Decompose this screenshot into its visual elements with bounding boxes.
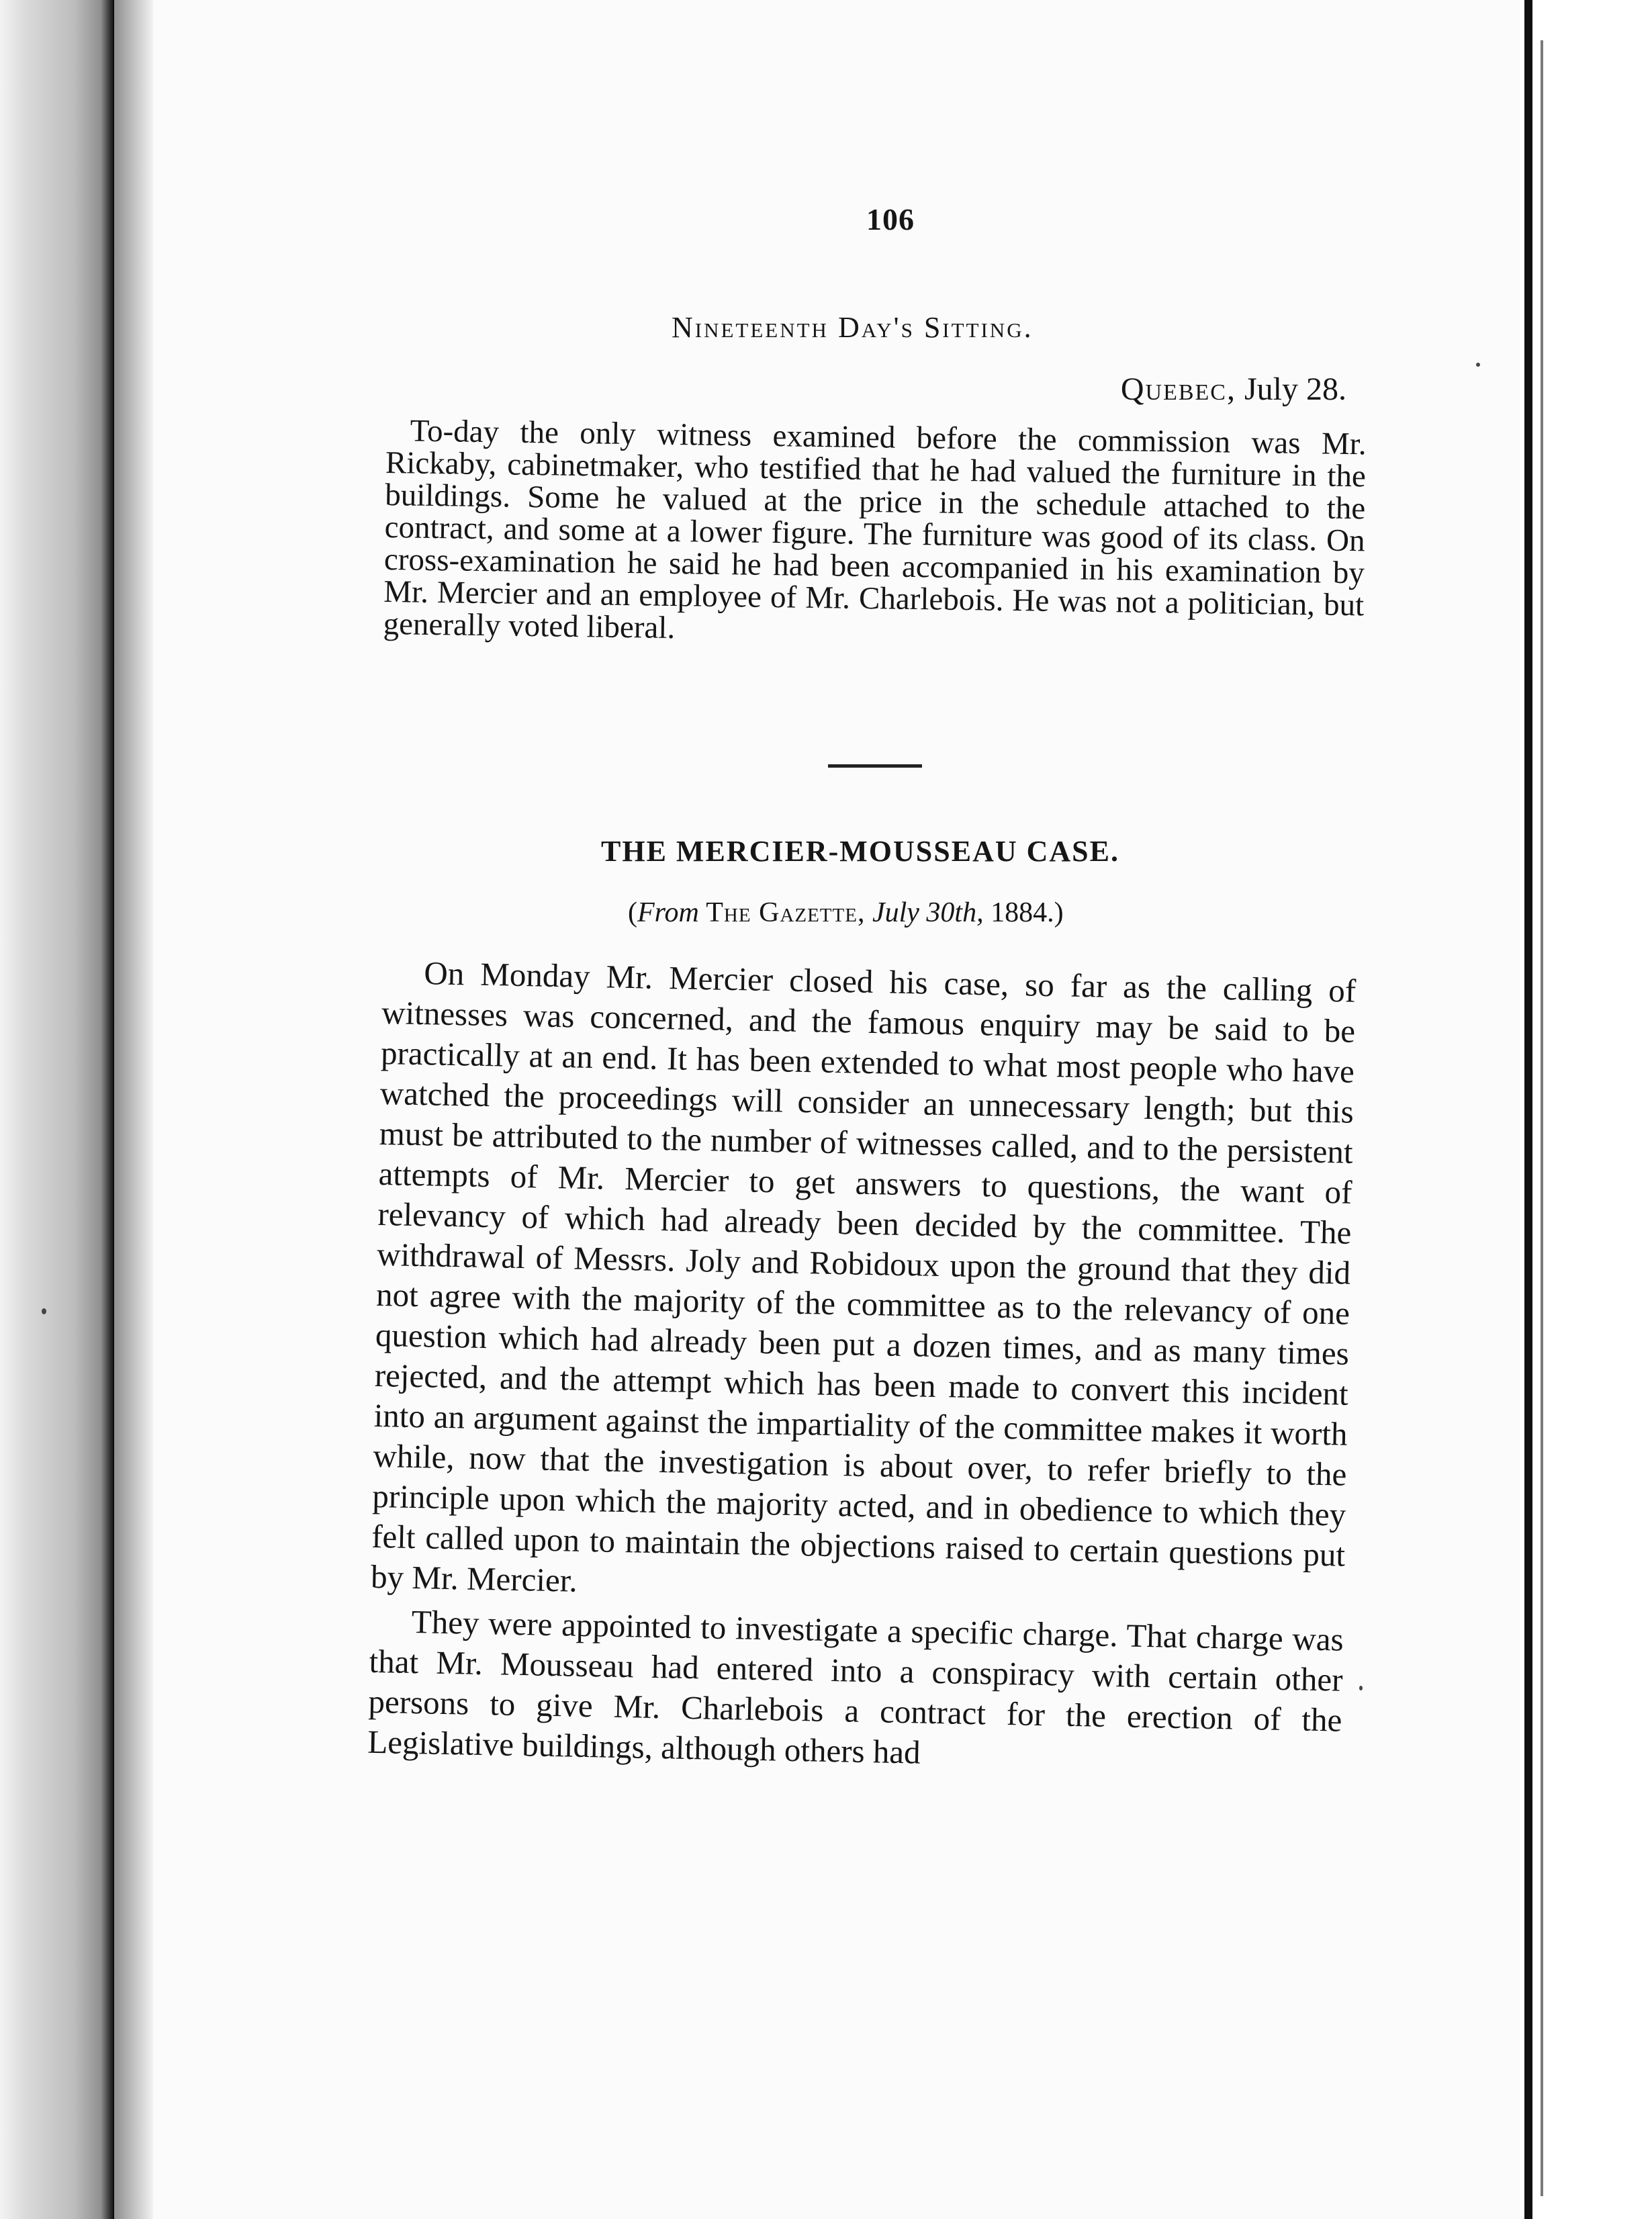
article-source [628, 897, 1064, 929]
dateline-date: July 28. [1244, 371, 1346, 407]
source-from: From [637, 897, 699, 928]
source-paren: ( [628, 897, 637, 928]
scan-right-border [1520, 0, 1652, 2219]
source-date: July 30th, [872, 897, 984, 928]
border-rule [1524, 0, 1532, 2219]
article-title: THE MERCIER-MOUSSEAU CASE. [601, 835, 1119, 868]
scan-speck [1476, 363, 1480, 367]
sitting-paragraph: To-day the only witness examined before the commission was Mr. Rickaby, cabinetmaker, who testified that he had valued the furniture in the buildings. Some he valued at the price in the schedule attached to the contract, and some at a lower figure. The furniture was good of its class. On cross-examination he said he had been accompanied in his examination by Mr. Mercier and an employee of Mr. Charlebois. He was not a politician, but generally voted liberal. [383, 413, 1367, 645]
dateline-place: Quebec, [1120, 371, 1236, 407]
article-paragraph: They were appointed to investigate a specific charge. That charge was that Mr. Mousseau had entered into a conspiracy with certain other persons to give Mr. Charlebois a contract for the erection of the Legislative buildings, although others had [367, 1603, 1344, 1771]
article-paragraph: On Monday Mr. Mercier closed his case, so far as the calling of witnesses was concerned, and the famous enquiry may be said to be practically at an end. It has been extended to what most people who have watched the proceedings will consider an unnecessary length; but this must be attributed to the number of witnesses called, and to the persistent attempts of Mr. Mercier to get answers to questions, the want of relevancy of which had already been decided by the committee. The withdrawal of Messrs. Joly and Robidoux upon the ground that they did not agree with the majority of the committee as to the relevancy of one question which had already been put a dozen times, and as many times rejected, and the attempt which has been made to convert this incident into an argument against the impartiality of the committee makes it worth while, now that the investigation is about over, to refer briefly to the principle upon which the majority acted, and in obedience to which they felt called upon to maintain the objections raised to certain questions put by Mr. Mercier. [370, 954, 1357, 1599]
page-number: 106 [866, 202, 915, 236]
section-divider [828, 764, 922, 768]
scan-binding-edge [0, 0, 114, 2219]
source-paper: The Gazette, [706, 897, 866, 928]
scan-speck [1359, 1686, 1363, 1690]
article-body [367, 952, 1357, 1785]
section-heading: Nineteenth Day's Sitting. [672, 311, 1034, 344]
border-rule-thin [1541, 40, 1543, 2196]
source-year: 1884.) [991, 897, 1064, 928]
dateline [1121, 371, 1346, 408]
scan-speck [42, 1308, 46, 1314]
